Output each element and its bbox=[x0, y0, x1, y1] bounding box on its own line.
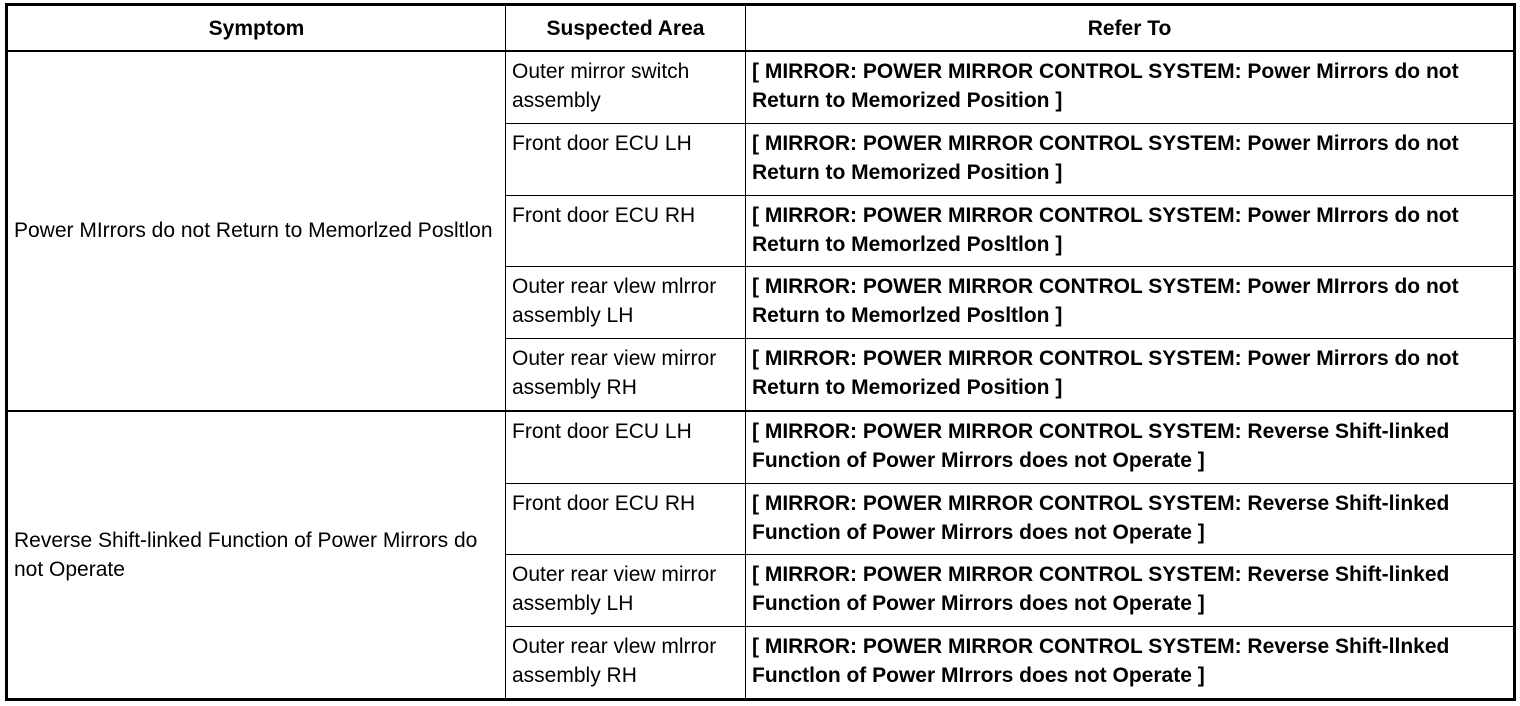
symptom-cell: Reverse Shift-linked Function of Power Mirrors do not Operate bbox=[7, 411, 506, 700]
table-row bbox=[7, 411, 1515, 483]
suspected-area-cell: Front door ECU LH bbox=[506, 123, 746, 195]
table-row bbox=[7, 51, 1515, 123]
refer-to-link[interactable]: [ MIRROR: POWER MIRROR CONTROL SYSTEM: Power MIrrors do not Return to Memorlzed Posltlon ] bbox=[746, 195, 1515, 267]
suspected-area-cell: Outer rear view mirror assembly RH bbox=[506, 339, 746, 411]
header-suspected-area: Suspected Area bbox=[506, 5, 746, 52]
symptom-cell: Power MIrrors do not Return to Memorlzed Posltlon bbox=[7, 51, 506, 411]
suspected-area-cell: Front door ECU RH bbox=[506, 195, 746, 267]
header-symptom: Symptom bbox=[7, 5, 506, 52]
suspected-area-cell: Outer mirror switch assembly bbox=[506, 51, 746, 123]
refer-to-link[interactable]: [ MIRROR: POWER MIRROR CONTROL SYSTEM: Power Mirrors do not Return to Memorized Position ] bbox=[746, 51, 1515, 123]
suspected-area-cell: Outer rear vlew mlrror assembly LH bbox=[506, 267, 746, 339]
refer-to-link[interactable]: [ MIRROR: POWER MIRROR CONTROL SYSTEM: Reverse Shift-linked Function of Power Mirrors does not Operate ] bbox=[746, 411, 1515, 483]
refer-to-link[interactable]: [ MIRROR: POWER MIRROR CONTROL SYSTEM: Power Mirrors do not Return to Memorized Position ] bbox=[746, 123, 1515, 195]
suspected-area-cell: Outer rear vlew mlrror assembly RH bbox=[506, 627, 746, 700]
suspected-area-cell: Outer rear view mirror assembly LH bbox=[506, 555, 746, 627]
suspected-area-cell: Front door ECU RH bbox=[506, 483, 746, 555]
refer-to-link[interactable]: [ MIRROR: POWER MIRROR CONTROL SYSTEM: Reverse Shift-llnked Functlon of Power MIrrors does not Operate ] bbox=[746, 627, 1515, 700]
refer-to-link[interactable]: [ MIRROR: POWER MIRROR CONTROL SYSTEM: Reverse Shift-linked Function of Power Mirrors does not Operate ] bbox=[746, 483, 1515, 555]
refer-to-link[interactable]: [ MIRROR: POWER MIRROR CONTROL SYSTEM: Power MIrrors do not Return to Memorlzed Posltlon ] bbox=[746, 267, 1515, 339]
header-row bbox=[7, 5, 1515, 52]
refer-to-link[interactable]: [ MIRROR: POWER MIRROR CONTROL SYSTEM: Reverse Shift-linked Function of Power Mirrors does not Operate ] bbox=[746, 555, 1515, 627]
refer-to-link[interactable]: [ MIRROR: POWER MIRROR CONTROL SYSTEM: Power Mirrors do not Return to Memorized Position ] bbox=[746, 339, 1515, 411]
suspected-area-cell: Front door ECU LH bbox=[506, 411, 746, 483]
header-refer-to: Refer To bbox=[746, 5, 1515, 52]
symptom-table bbox=[5, 3, 1516, 701]
